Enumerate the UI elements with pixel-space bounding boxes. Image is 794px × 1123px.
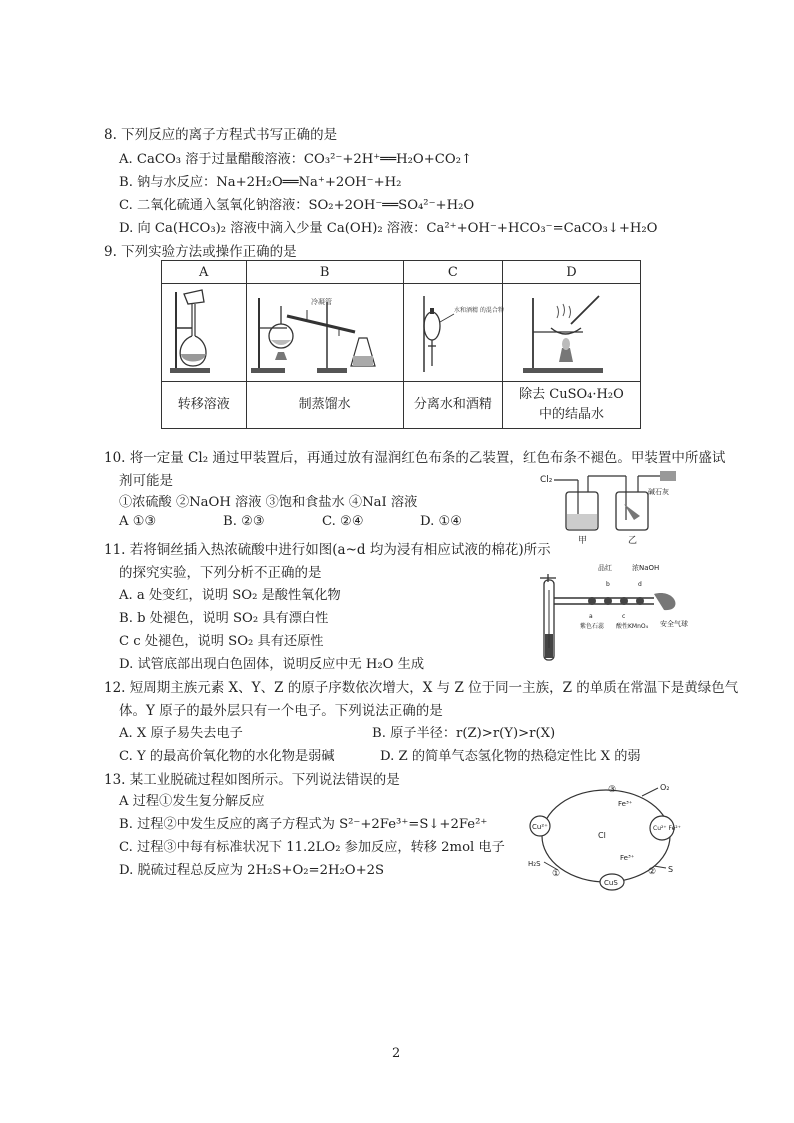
q13-cus-label: CuS (604, 879, 618, 887)
q9-figure-b-label: 冷凝管 (310, 297, 332, 306)
separatory-funnel-icon (404, 288, 504, 378)
q9-stem: 9. 下列实验方法或操作正确的是 (104, 244, 297, 260)
q12-option-b: B. 原子半径：r(Z)>r(Y)>r(X) (372, 726, 556, 741)
q9-caption-c: 分离水和酒精 (403, 382, 502, 429)
q9-figure-d (502, 284, 640, 382)
q10-yi-label: 乙 (628, 536, 638, 546)
q8-stem: 8. 下列反应的离子方程式书写正确的是 (104, 127, 338, 143)
q9-header-b: B (246, 261, 403, 284)
q13-fe3-bottom-label: Fe³⁺ (620, 854, 635, 862)
q10-jia-label: 甲 (578, 536, 588, 546)
q11-pinhong-label: 品红 (598, 564, 612, 572)
q10-option-d: D. ①④ (420, 514, 463, 529)
q13-stem: 13. 某工业脱硫过程如图所示。下列说法错误的是 (104, 772, 400, 788)
q9-figure-c (403, 284, 502, 382)
q13-s-label: S (668, 865, 674, 874)
q13-option-d: D. 脱硫过程总反应为 2H₂S+O₂=2H₂O+2S (119, 863, 385, 878)
q9-header-c: C (403, 261, 502, 284)
q11-c-text: 酸性KMnO₄ (616, 623, 649, 630)
q11-a-text: 紫色石蕊 (580, 623, 605, 630)
q11-b-label: b (606, 581, 610, 588)
q13-fe3-top-label: Fe³⁺ (618, 800, 633, 808)
distillation-apparatus-icon (247, 288, 397, 378)
q13-step1-label: ① (552, 869, 561, 879)
q8-option-d: D. 向 Ca(HCO₃)₂ 溶液中滴入少量 Ca(OH)₂ 溶液：Ca²⁺+OH⁻+HCO₃⁻=CaCO₃↓+H₂O (119, 221, 658, 236)
q10-stem-line1: 10. 将一定量 Cl₂ 通过甲装置后，再通过放有湿润红色布条的乙装置，红色布条不褪色。甲装置中所盛试 (104, 450, 726, 466)
q11-c-label: c (622, 613, 626, 620)
q13-option-c: C. 过程③中每有标准状况下 11.2LO₂ 参加反应，转移 2mol 电子 (119, 840, 505, 855)
q12-stem-line2: 体。Y 原子的最外层只有一个电子。下列说法正确的是 (119, 703, 443, 719)
q10-items: ①浓硫酸 ②NaOH 溶液 ③饱和食盐水 ④NaI 溶液 (119, 495, 418, 510)
q10-stem-line2: 剂可能是 (119, 473, 173, 489)
q13-h2s-label: H₂S (528, 860, 541, 868)
q13-o2-label: O₂ (660, 783, 670, 792)
q9-figure-a (162, 284, 247, 382)
volumetric-flask-icon (162, 288, 232, 378)
q11-stem-line2: 的探究实验，下列分析不正确的是 (119, 565, 322, 581)
q13-cl-label: Cl (598, 831, 606, 840)
q11-balloon-label: 安全气球 (660, 620, 688, 628)
q8-option-a: A. CaCO₃ 溶于过量醋酸溶液：CO₃²⁻+2H⁺══H₂O+CO₂↑ (119, 152, 473, 167)
q9-header-d: D (502, 261, 640, 284)
q10-option-c: C. ②④ (322, 514, 364, 529)
q11-stem-line1: 11. 若将铜丝插入热浓硫酸中进行如图(a~d 均为浸有相应试液的棉花)所示 (104, 542, 551, 558)
q13-cu-label: Cu²⁺ (532, 823, 548, 831)
q9-caption-b: 制蒸馏水 (246, 382, 403, 429)
q12-option-c: C. Y 的最高价氧化物的水化物是弱碱 (119, 749, 335, 764)
q10-wash-bottle-diagram (536, 468, 696, 546)
q11-a-label: a (589, 613, 593, 620)
q13-cufe-label: Cu²⁺ Fe²⁺ (653, 825, 681, 832)
q9-header-a: A (162, 261, 247, 284)
q13-option-b: B. 过程②中发生反应的离子方程式为 S²⁻+2Fe³⁺=S↓+2Fe²⁺ (119, 817, 488, 832)
q9-caption-a: 转移溶液 (162, 382, 247, 429)
q11-naoh-label: 浓NaOH (632, 564, 660, 572)
evaporating-dish-heating-icon (503, 288, 623, 378)
q9-caption-d: 除去 CuSO₄·H₂O 中的结晶水 (502, 382, 640, 429)
q11-apparatus-diagram (536, 560, 706, 665)
q13-desulfurization-cycle-diagram (514, 780, 694, 892)
q9-figure-b (246, 284, 403, 382)
q10-option-a: A ①③ (119, 514, 157, 529)
q11-d-label: d (638, 581, 642, 588)
q11-option-a: A. a 处变红，说明 SO₂ 是酸性氧化物 (119, 588, 341, 603)
q11-option-d: D. 试管底部出现白色固体，说明反应中无 H₂O 生成 (119, 657, 425, 672)
q13-option-a: A 过程①发生复分解反应 (119, 794, 265, 809)
q13-step2-label: ② (648, 867, 657, 877)
q10-lime-label: 碱石灰 (648, 488, 669, 496)
q8-option-c: C. 二氧化硫通入氢氧化钠溶液：SO₂+2OH⁻══SO₄²⁻+H₂O (119, 198, 475, 213)
q11-option-b: B. b 处褪色，说明 SO₂ 具有漂白性 (119, 611, 329, 626)
page-number: 2 (392, 1046, 401, 1061)
q12-stem-line1: 12. 短周期主族元素 X、Y、Z 的原子序数依次增大，X 与 Z 位于同一主族，Z 的单质在常温下是黄绿色气 (104, 680, 739, 696)
q8-option-b: B. 钠与水反应：Na+2H₂O══Na⁺+2OH⁻+H₂ (119, 175, 402, 190)
q12-option-a: A. X 原子易失去电子 (119, 726, 243, 741)
q12-option-d: D. Z 的简单气态氢化物的热稳定性比 X 的弱 (380, 749, 641, 764)
q13-step3-label: ③ (608, 785, 617, 795)
q10-cl2-label: Cl₂ (540, 475, 553, 485)
q11-option-c: C c 处褪色，说明 SO₂ 具有还原性 (119, 634, 324, 649)
q9-figure-c-label: 水和酒精 的混合物 (453, 306, 504, 314)
q10-option-b: B. ②③ (223, 514, 265, 529)
q9-experiment-table (161, 260, 641, 429)
